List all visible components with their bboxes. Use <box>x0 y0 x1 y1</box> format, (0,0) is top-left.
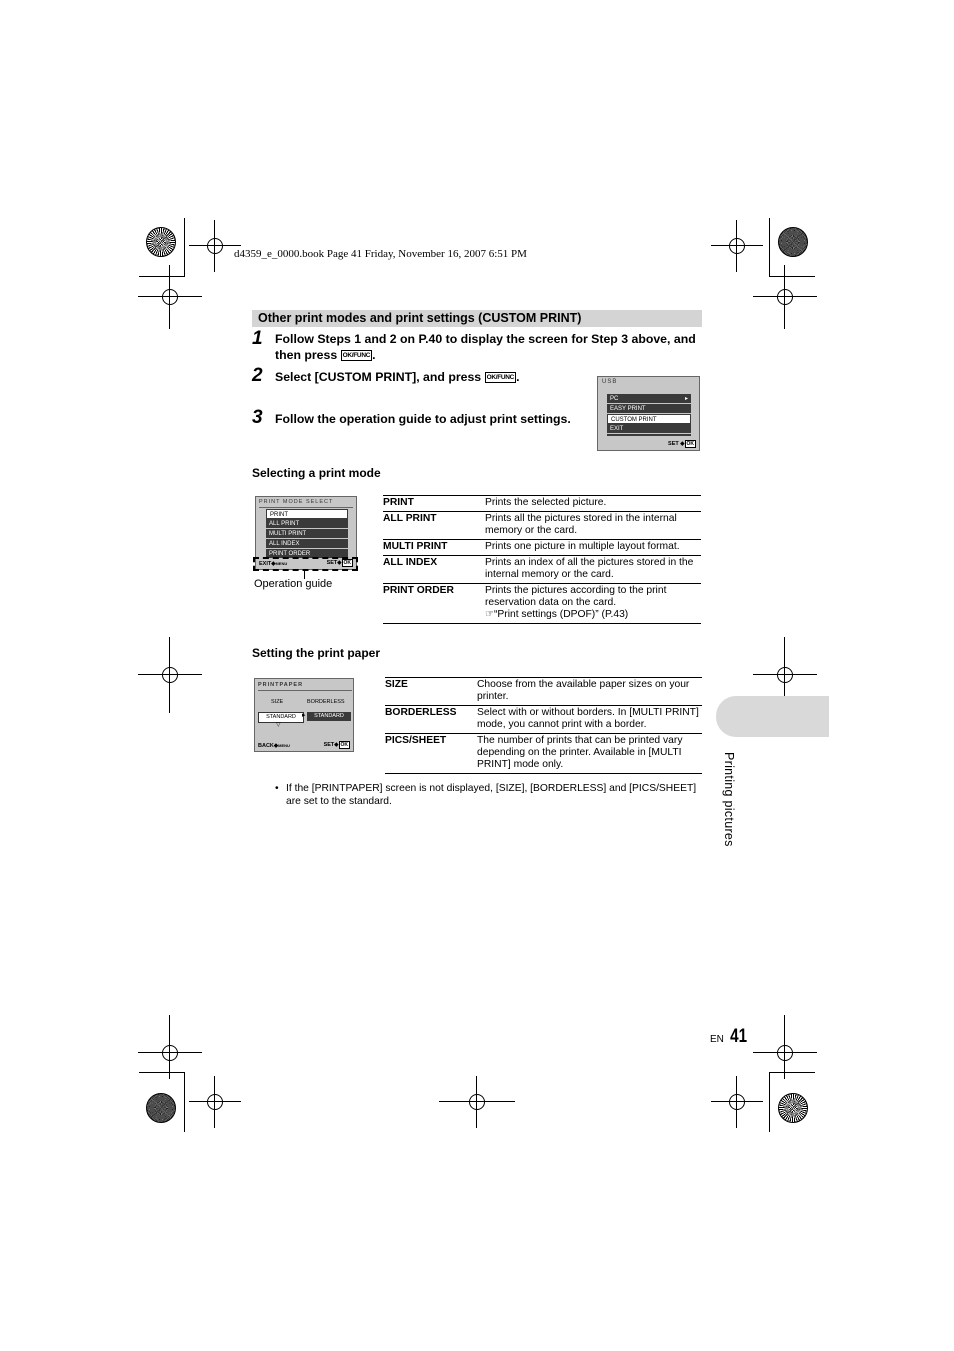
step-line: Follow Steps 1 and 2 on P.40 to display the screen for Step 3 above, and <box>275 332 696 346</box>
lcd-title: USB <box>602 379 618 385</box>
step-number: 2 <box>252 365 263 386</box>
subheading-print-mode: Selecting a print mode <box>252 466 381 480</box>
row-key: BORDERLESS <box>385 706 477 734</box>
lcd-menu-item: EXIT <box>607 424 691 434</box>
registration-sun-mark-bottom-right <box>778 1093 808 1123</box>
row-key: PRINT <box>383 496 485 512</box>
set-label: SET <box>668 441 679 447</box>
row-desc: Prints one picture in multiple layout format. <box>485 540 701 556</box>
section-title: Other print modes and print settings (CUSTOM PRINT) <box>252 310 702 327</box>
step-number: 1 <box>252 328 263 349</box>
step-line <box>275 347 705 363</box>
table-row <box>385 678 702 706</box>
lcd-footer-set: SET◆ OK <box>326 560 351 566</box>
crosshair-mark <box>775 287 795 307</box>
crop-line <box>769 1072 770 1132</box>
page-number-value: 41 <box>730 1026 748 1047</box>
lcd-footer: SET ◆ OK <box>668 441 694 447</box>
row-key: ALL INDEX <box>383 556 485 584</box>
print-mode-table <box>383 495 701 624</box>
arrow-down-icon: ▽ <box>276 722 281 728</box>
crop-line <box>184 1072 185 1132</box>
step-text <box>275 369 520 385</box>
row-desc: Choose from the available paper sizes on your printer. <box>477 678 702 706</box>
bullet-icon: • <box>275 783 279 794</box>
language-code: EN <box>710 1034 724 1045</box>
exit-label: EXIT <box>259 561 272 567</box>
row-key: SIZE <box>385 678 477 706</box>
row-reference <box>485 609 699 621</box>
lcd-title: PRINTPAPER <box>258 682 304 688</box>
step-end: . <box>516 370 520 384</box>
step-end: . <box>372 348 376 362</box>
value-box-size: STANDARD <box>258 712 304 723</box>
lcd-footer-exit: EXIT◆MENU <box>259 561 288 567</box>
step-line-text: Select [CUSTOM PRINT], and press <box>275 370 482 384</box>
ok-func-button-icon: OK/FUNC <box>486 374 515 382</box>
lcd-title: PRINT MODE SELECT <box>259 499 334 505</box>
registration-sun-mark-top-left <box>146 227 176 257</box>
crop-line <box>139 276 185 277</box>
back-label: BACK <box>258 743 274 749</box>
note-text: If the [PRINTPAPER] screen is not displayed, [SIZE], [BORDERLESS] and [PICS/SHEET] are set to the standard. <box>286 783 697 807</box>
row-key: PICS/SHEET <box>385 734 477 774</box>
crosshair-mark <box>727 1092 747 1112</box>
row-desc: Prints the selected picture. <box>485 496 701 512</box>
step-text: Follow the operation guide to adjust print settings. <box>275 412 571 426</box>
crop-line <box>769 276 815 277</box>
crosshair-mark <box>160 1043 180 1063</box>
row-desc: Prints all the pictures stored in the internal memory or the card. <box>485 512 701 540</box>
row-key: MULTI PRINT <box>383 540 485 556</box>
lcd-menu <box>266 509 348 559</box>
bullet-note <box>275 782 703 808</box>
lcd-item-label: PC <box>610 396 619 402</box>
ok-icon: OK <box>343 560 351 566</box>
ok-icon: OK <box>686 441 694 447</box>
print-paper-table <box>385 677 702 774</box>
lcd-menu-item-selected: CUSTOM PRINT <box>607 414 691 424</box>
ok-icon: OK <box>340 742 348 748</box>
crosshair-mark <box>160 287 180 307</box>
lcd-menu-item: ALL INDEX <box>266 539 348 549</box>
arrow-right-icon: ▸ <box>302 712 306 719</box>
step-line-text: then press <box>275 348 338 362</box>
print-paper-table-body <box>385 677 702 774</box>
lcd-menu-item: MULTI PRINT <box>266 529 348 539</box>
crop-line <box>769 218 770 277</box>
menu-icon: MENU <box>278 743 290 748</box>
crop-line <box>184 218 185 277</box>
operation-guide-label: Operation guide <box>254 578 333 590</box>
registration-sun-mark-bottom-left <box>146 1093 176 1123</box>
lcd-menu <box>607 394 691 436</box>
crosshair-mark <box>205 236 225 256</box>
table-row <box>383 584 701 624</box>
row-key: PRINT ORDER <box>383 584 485 624</box>
crosshair-mark <box>160 665 180 685</box>
step-number: 3 <box>252 407 263 428</box>
table-row <box>383 556 701 584</box>
crosshair-mark <box>467 1092 487 1112</box>
lcd-footer-back: BACK◆MENU <box>258 743 290 749</box>
file-header-line: d4359_e_0000.book Page 41 Friday, November 16, 2007 6:51 PM <box>234 248 527 260</box>
row-desc <box>485 584 701 624</box>
usb-screen-illustration <box>597 376 700 451</box>
registration-sun-mark-top-right <box>778 227 808 257</box>
row-key: ALL PRINT <box>383 512 485 540</box>
reference-hand-icon: ☞ <box>485 609 494 620</box>
step-text <box>275 331 705 363</box>
set-label: SET <box>323 742 335 748</box>
table-row <box>383 496 701 512</box>
table-row <box>383 540 701 556</box>
row-desc: Prints an index of all the pictures stored in the internal memory or the card. <box>485 556 701 584</box>
menu-icon: MENU <box>275 561 288 566</box>
table-row <box>383 512 701 540</box>
row-desc: Select with or without borders. In [MULTI PRINT] mode, you cannot print with a border. <box>477 706 702 734</box>
lcd-menu-item-selected: PRINT <box>266 509 348 519</box>
page-number <box>710 1026 750 1048</box>
set-label: SET <box>326 560 338 566</box>
lcd-title-rule <box>259 507 353 508</box>
crosshair-mark <box>775 1043 795 1063</box>
lcd-menu-item: PRINT ORDER <box>266 549 348 559</box>
crosshair-mark <box>775 665 795 685</box>
ok-func-button-icon: OK/FUNC <box>342 352 371 360</box>
operation-guide-highlight <box>253 557 358 571</box>
lcd-footer-set: SET◆ OK <box>323 742 348 748</box>
crosshair-mark <box>727 236 747 256</box>
table-row <box>385 734 702 774</box>
value-box-borderless: STANDARD <box>307 712 351 721</box>
lcd-menu-item <box>607 394 691 404</box>
column-label-borderless: BORDERLESS <box>307 699 345 705</box>
reference-text: “Print settings (DPOF)” (P.43) <box>493 609 629 620</box>
chapter-side-tab <box>716 696 829 737</box>
crosshair-mark <box>205 1092 225 1112</box>
lcd-title-rule <box>258 690 352 691</box>
arrow-right-icon: ▸ <box>684 396 688 402</box>
lcd-menu-item: EASY PRINT <box>607 404 691 414</box>
chapter-side-label: Printing pictures <box>722 752 736 847</box>
print-mode-table-body <box>383 495 701 624</box>
crop-line <box>139 1072 185 1073</box>
table-row <box>385 706 702 734</box>
column-label-size: SIZE <box>271 699 284 705</box>
print-paper-screen-illustration <box>254 678 354 752</box>
crop-line <box>769 1072 815 1073</box>
row-desc: The number of prints that can be printed vary depending on the printer. Available in [MULTI PRINT] mode only. <box>477 734 702 774</box>
lcd-menu-item: ALL PRINT <box>266 519 348 529</box>
subheading-print-paper: Setting the print paper <box>252 646 381 660</box>
row-desc-text: Prints the pictures according to the print reservation data on the card. <box>485 585 667 608</box>
